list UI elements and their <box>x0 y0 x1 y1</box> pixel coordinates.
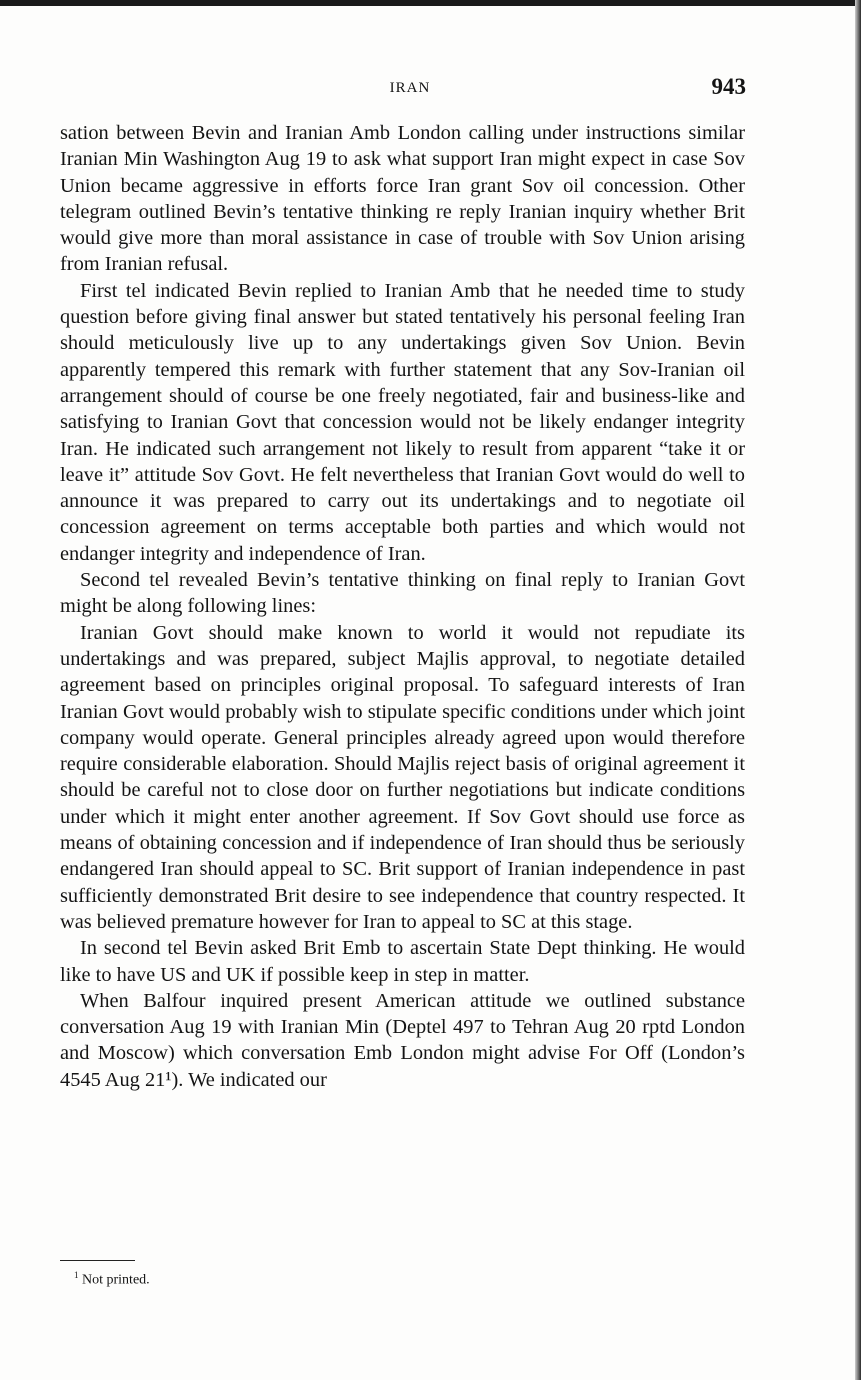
paragraph-continued: sation between Bevin and Iranian Amb London calling under instructions similar Iranian Min Washington Aug 19 to ask what support Iran might expect in case Sov Union became aggressive in efforts force Iran grant Sov oil concession. Other telegram outlined Bevin’s tentative thinking re reply Iranian inquiry whether Brit would give more than moral assistance in case of trouble with Sov Union arising from Iranian refusal. <box>60 122 745 276</box>
footnote-divider <box>60 1260 135 1261</box>
body-text <box>60 120 745 1093</box>
footnote <box>74 1270 150 1289</box>
paragraph-first-tel: First tel indicated Bevin replied to Iranian Amb that he needed time to study question before giving final answer but stated tentatively his personal feeling Iran should meticulously live up to any undertakings given Sov Union. Bevin apparently tempered this remark with further statement that any Sov-Iranian oil arrangement should of course be one freely negotiated, fair and business-like and satisfying to Iranian Govt that concession would not be likely endanger integrity Iran. He indicated such arrangement not likely to result from apparent “take it or leave it” attitude Sov Govt. He felt nevertheless that Iranian Govt would do well to announce it was prepared to carry out its undertakings and to negotiate oil concession agreement on terms acceptable both parties and which would not endanger integrity and independence of Iran. <box>60 279 745 565</box>
running-title: IRAN <box>389 80 431 96</box>
paragraph-balfour: When Balfour inquired present American attitude we outlined substance conversation Aug 19 with Iranian Min (Deptel 497 to Tehran Aug 20 rptd London and Moscow) which conversation Emb London might advise For Off (London’s 4545 Aug 21¹). We indicated our <box>60 989 745 1091</box>
footnote-marker: 1 <box>74 1270 79 1280</box>
footnote-text: Not printed. <box>82 1272 150 1288</box>
running-header <box>0 76 861 102</box>
paragraph-iranian-govt: Iranian Govt should make known to world it would not repudiate its undertakings and was prepared, subject Majlis approval, to negotiate detailed agreement based on principles original proposal. To safeguard interests of Iran Iranian Govt would probably wish to stipulate specific conditions under which joint company would operate. General principles already agreed upon would therefore require considerable elaboration. Should Majlis reject basis of original agreement it should be careful not to close door on further negotiations but indicate conditions under which it might enter another agreement. If Sov Govt should use force as means of obtaining concession and if independence of Iran should thus be seriously endangered Iran should appeal to SC. Brit support of Iranian independence in past sufficiently demonstrated Brit desire to see independence that country respected. It was believed premature however for Iran to appeal to SC at this stage. <box>60 621 745 933</box>
page-number: 943 <box>711 74 746 99</box>
page-right-edge <box>855 0 861 1380</box>
paragraph-second-tel: Second tel revealed Bevin’s tentative thinking on final reply to Iranian Govt might be along following lines: <box>60 569 745 618</box>
paragraph-state-dept: In second tel Bevin asked Brit Emb to ascertain State Dept thinking. He would like to have US and UK if possible keep in step in matter. <box>60 937 745 986</box>
page-top-border <box>0 0 861 6</box>
